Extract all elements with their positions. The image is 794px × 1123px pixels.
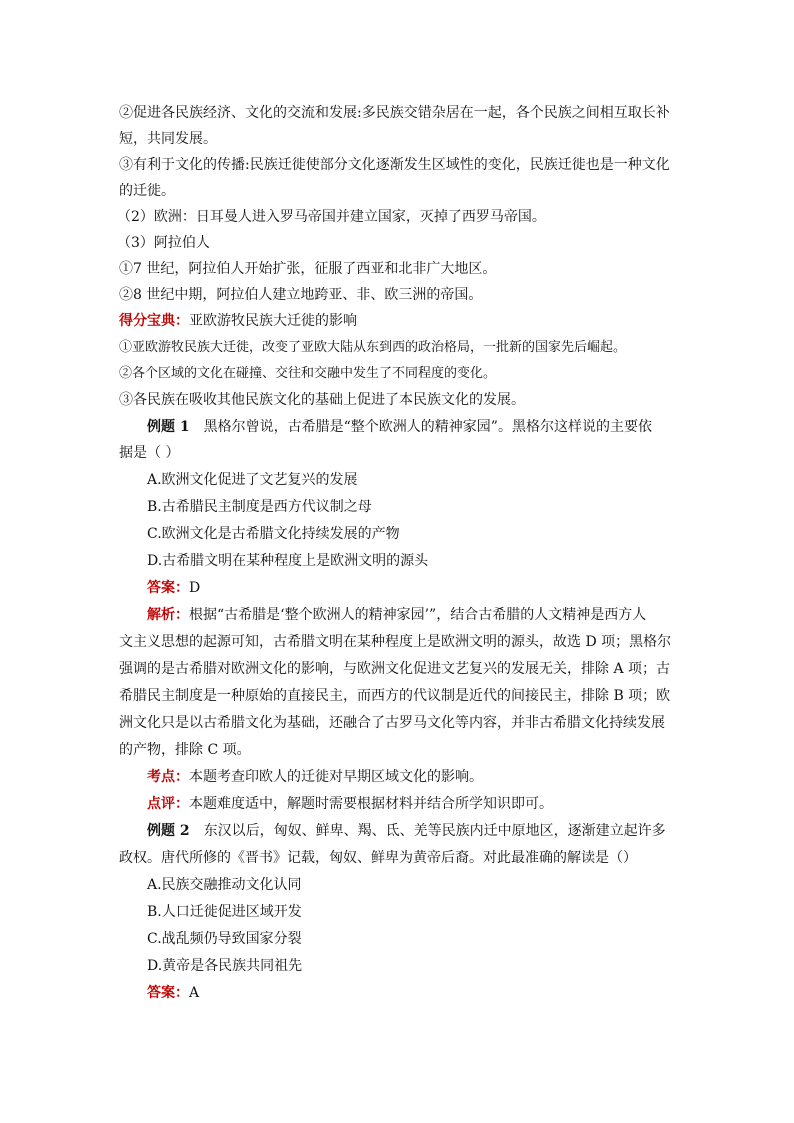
exam-point (147, 767, 483, 787)
example1-answer (147, 578, 200, 598)
analysis-line: 的产物，排除 C 项。 (119, 742, 251, 758)
analysis-line (147, 605, 646, 625)
example2-label: 例题 2 (147, 823, 190, 839)
example2-stem (147, 821, 666, 841)
example1-stem (147, 417, 652, 437)
answer-label: 答案： (147, 580, 189, 596)
text-line: （3）阿拉伯人 (117, 235, 210, 251)
option-d: D.黄帝是各民族共同祖先 (147, 958, 303, 974)
option-b: B.古希腊民主制度是西方代议制之母 (147, 499, 372, 515)
example2-stem-text: 东汉以后，匈奴、鲜卑、羯、氐、羌等民族内迁中原地区，逐渐建立起许多 (203, 823, 666, 839)
analysis-line: 洲文化只是以古希腊文化为基础，还融合了古罗马文化等内容，并非古希腊文化持续发展 (119, 715, 665, 731)
answer-value: D (189, 580, 201, 596)
analysis-line: 文主义思想的起源可知，古希腊文明在某种程度上是欧洲文明的源头，故选 D 项；黑格尔 (119, 634, 672, 650)
option-c: C.战乱频仍导致国家分裂 (147, 931, 302, 947)
tips-point: ②各个区域的文化在碰撞、交往和交融中发生了不同程度的变化。 (119, 366, 497, 381)
analysis-line: 希腊民主制度是一种原始的直接民主，而西方的代议制是近代的间接民主，排除 B 项；欧 (119, 688, 671, 704)
answer-value: A (189, 985, 200, 1001)
text-line: （2）欧洲：日耳曼人进入罗马帝国并建立国家，灭掉了西罗马帝国。 (117, 209, 546, 225)
text-line: ③有利于文化的传播:民族迁徙使部分文化逐渐发生区域性的变化，民族迁徙也是一种文化 (119, 157, 670, 173)
analysis-line: 强调的是古希腊对欧洲文化的影响，与欧洲文化促进文艺复兴的发展无关，排除 A 项；古 (119, 661, 671, 677)
point-label: 考点： (147, 769, 189, 785)
comment (147, 794, 553, 814)
tips-point: ①亚欧游牧民族大迁徙，改变了亚欧大陆从东到西的政治格局，一批新的国家先后崛起。 (119, 340, 627, 355)
option-d: D.古希腊文明在某种程度上是欧洲文明的源头 (147, 553, 429, 569)
option-a: A.欧洲文化促进了文艺复兴的发展 (147, 472, 358, 488)
text-line: ①7 世纪，阿拉伯人开始扩张，征服了西亚和北非广大地区。 (119, 261, 497, 277)
tips-label: 得分宝典： (119, 313, 189, 329)
comment-text: 本题难度适中，解题时需要根据材料并结合所学知识即可。 (189, 796, 553, 812)
option-b: B.人口迁徙促进区域开发 (147, 904, 302, 920)
analysis-label: 解析： (147, 607, 189, 623)
example2-stem-cont: 政权。唐代所修的《晋书》记载，匈奴、鲜卑为黄帝后裔。对此最准确的解读是（） (119, 850, 637, 866)
example2-answer (147, 983, 199, 1003)
example1-stem-cont: 据是（ ） (119, 445, 180, 461)
analysis-text: 根据“古希腊是‘整个欧洲人的精神家园’”，结合古希腊的人文精神是西方人 (189, 607, 647, 623)
comment-label: 点评： (147, 796, 189, 812)
tips-title: 亚欧游牧民族大迁徙的影响 (189, 313, 357, 329)
text-line: ②8 世纪中期，阿拉伯人建立地跨亚、非、欧三洲的帝国。 (119, 287, 483, 303)
option-a: A.民族交融推动文化认同 (147, 877, 302, 893)
option-c: C.欧洲文化是古希腊文化持续发展的产物 (147, 526, 400, 542)
text-line: 短，共同发展。 (119, 131, 217, 147)
point-text: 本题考查印欧人的迁徙对早期区域文化的影响。 (189, 769, 483, 785)
example1-label: 例题 1 (147, 419, 190, 435)
answer-label: 答案： (147, 985, 189, 1001)
tips-point: ③各民族在吸收其他民族文化的基础上促进了本民族文化的发展。 (119, 392, 525, 408)
text-line: 的迁徙。 (119, 183, 175, 199)
text-line: ②促进各民族经济、文化的交流和发展:多民族交错杂居在一起，各个民族之间相互取长补 (119, 105, 670, 121)
tips-heading (119, 311, 357, 331)
example1-stem-text: 黑格尔曾说，古希腊是“整个欧洲人的精神家园”。黑格尔这样说的主要依 (203, 419, 652, 435)
